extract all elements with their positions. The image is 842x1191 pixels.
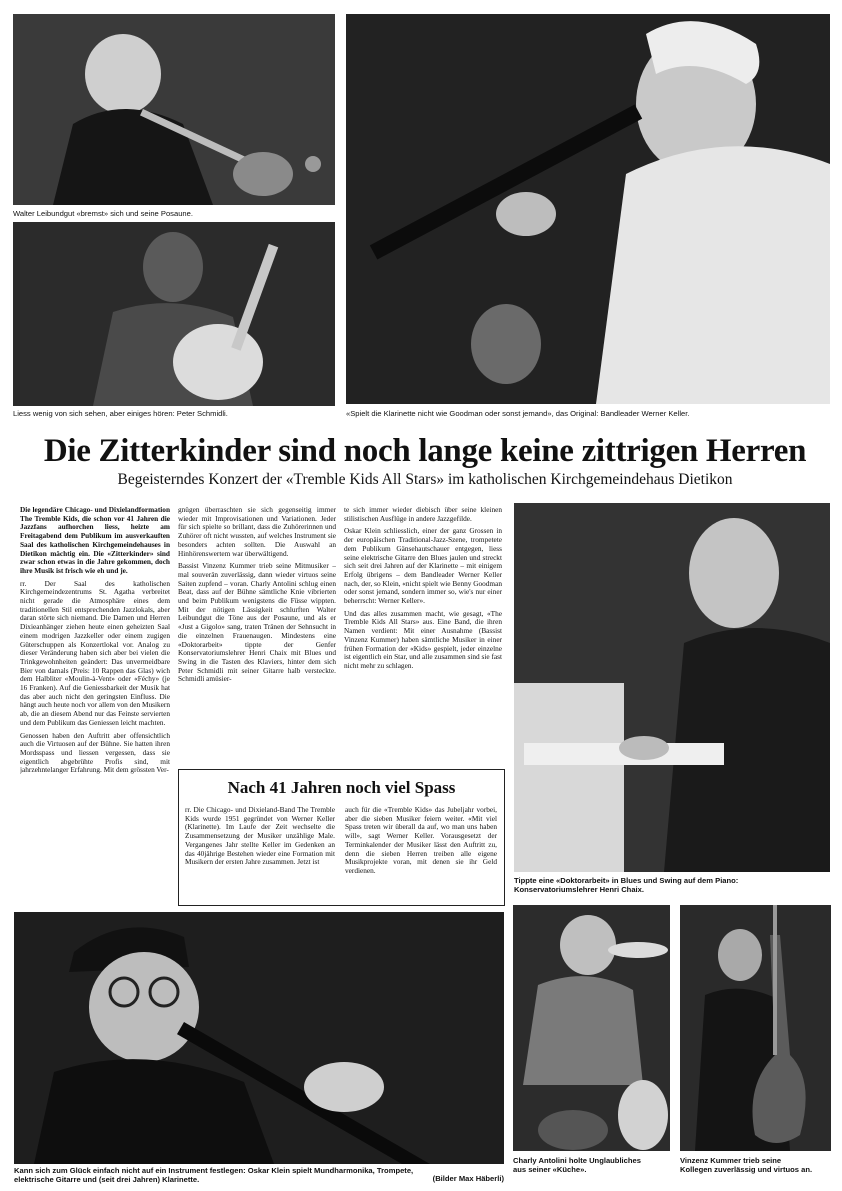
photo-bassist-caption xyxy=(680,1156,835,1174)
article-paragraph: rr. Der Saal des katholischen Kirchgemeindezentrums St. Agatha verbreitet nicht gerade die Atmosphäre eines dem traditionellen Stil entsprechenden Jazzlokals, aber daran störte sich niemand. Die Damen und Herren Dixieanhänger ziehen heute einen geheizten Saal einem modrigen Jazzkeller oder einem zugigen Güterschuppen als Konzertlokal vor. Analog zu dieser Veränderung haben sich aber bei vielen die Trinkgewohnheiten geändert: Das unvermeidbare Bier von damals (Preis: 10 Rappen das Glas) wich dem Halbliter «Moulin-à-Vent» oder «Féchy» (je 16 Franken). Auf die Geniessbarkeit der Musik hat das aber auch nicht den geringsten Einfluss. Die hängt auch heute noch vor allem von den Musikern ab, die an diesem Abend nur das Feinste servierten und dem Publikum das Geniessen leicht machten. xyxy=(20,578,170,727)
photo-multi-instrumentalist xyxy=(14,912,504,1164)
photo-drummer-caption-line2: aus seiner «Küche». xyxy=(513,1165,587,1174)
sidebar-box-column-2: auch für die «Tremble Kids» das Jubeljahr vorbei, aber die sieben Musiker feiern weiter. «Mit viel Spass treten wir überall da auf, wo man uns haben will», sagt Werner Keller. Vorausgesetzt der Terminkalender der Musiker lässt den Auftritt zu, denn die sieben Herren treiben alle eigene Musikprojekte voran, mit denen sie ihr Geld verdienen. xyxy=(345,806,497,875)
article-column-2 xyxy=(178,506,336,764)
article-paragraph: Oskar Klein schliesslich, einer der ganz Grossen in der europäischen Traditional-Jazz-Szene, trompetete dem Publikum Gänsehautschauer entgegen, liess seine elektrische Gitarre den Blues jaulen und streckt sich seit drei Jahren auf der Klarinette – mit einigem Erfolg übrigens – dem Bandleader Werner Keller nach, der, so Klein, «nicht spielt wie Benny Goodman oder sonst jemand, sondern immer so, wie's nur einer beherrscht: Werner Keller». xyxy=(344,526,502,606)
photo-bassist-caption-line2: Kollegen zuverlässig und virtuos an. xyxy=(680,1165,813,1174)
article-paragraph: te sich immer wieder diebisch über seine kleinen stilistischen Ausflüge in andere Jazzgefilde. xyxy=(344,506,502,523)
article-paragraph: Bassist Vinzenz Kummer trieb seine Mitmusiker – mal souverän zuverlässig, dann wieder virtuos seine Saiten zupfend – voran. Charly Antolini schlug einen Beat, dass auf der Bühne sämtliche Knie vibrierten und beim Publikum wenigstens die Füsse wippten. Mit der nötigen Lässigkeit schlurften Walter Leibundgut die Töne aus der Posaune, und als er «Just a Gigolo» sang, traten Tränen der Sehnsucht in die einzelnen Frauenaugen. Mindestens eine «Doktorarbeit» tippte der Genfer Konservatoriumslehrer Henri Chaix mit Blues und Swing in die Tasten des Klaviers, hinter dem sich Peter Schmidli mit seiner Gitarre halb versteckte. Schmidli amüsier- xyxy=(178,561,336,684)
photo-bassist-caption-line1: Vinzenz Kummer trieb seine xyxy=(680,1156,782,1165)
photo-clarinetist-caption: «Spielt die Klarinette nicht wie Goodman oder sonst jemand», das Original: Bandleader Werner Keller. xyxy=(346,409,690,418)
article-lead: Die legendäre Chicago- und Dixielandformation The Tremble Kids, die schon vor 41 Jahren die Jazzfans aufhorchen liess, heizte am Freitagabend dem Publikum im ausverkauften Saal des katholischen Kirchgemeindehauses in Dietikon mächtig ein. Die «Zitterkinder» sind zwar schon etwas in die Jahre gekommen, doch ihre Musik ist frisch wie eh und je. xyxy=(20,506,170,575)
photo-trombonist-caption: Walter Leibundgut «bremst» sich und seine Posaune. xyxy=(13,209,193,218)
sidebar-box-title: Nach 41 Jahren noch viel Spass xyxy=(227,778,456,797)
photo-pianist-caption-line2: Konservatoriumslehrer Henri Chaix. xyxy=(514,885,644,894)
article-subhead: Begeisterndes Konzert der «Tremble Kids All Stars» im katholischen Kirchgemeindehaus Dietikon xyxy=(117,471,733,488)
photo-drummer-caption xyxy=(513,1156,673,1174)
photo-pianist xyxy=(514,503,830,872)
photo-bassist xyxy=(680,905,831,1151)
photo-drummer xyxy=(513,905,670,1151)
photo-guitarist xyxy=(13,222,335,406)
photo-trombonist xyxy=(13,14,335,205)
sidebar-box xyxy=(178,769,505,906)
photo-guitarist-caption: Liess wenig von sich sehen, aber einiges hören: Peter Schmidli. xyxy=(13,409,228,418)
article-headline: Die Zitterkinder sind noch lange keine zittrigen Herren xyxy=(43,433,807,469)
photo-pianist-caption xyxy=(514,876,830,894)
photo-multi-instrumentalist-caption-line2: elektrische Gitarre und (seit drei Jahren) Klarinette. xyxy=(14,1175,200,1184)
article-paragraph: Genossen haben den Auftritt aber offensichtlich auch die Virtuosen auf der Bühne. Sie hatten ihren Mordsspass und liessen vergessen, dass sie eigentlich abgebrühte Profis sind, mit jahrzehntelanger Erfahrung. Mit dem grössten Ver- xyxy=(20,730,170,775)
photo-pianist-caption-line1: Tippte eine «Doktorarbeit» in Blues und Swing auf dem Piano: xyxy=(514,876,739,885)
photo-drummer-caption-line1: Charly Antolini holte Unglaubliches xyxy=(513,1156,641,1165)
article-paragraph: gnügen überraschten sie sich gegenseitig immer wieder mit Improvisationen und Variationen. Jeder für sich spielte so brillant, dass die Zuhörerinnen und Zuhörer oft nicht wussten, auf welches Instrument sie besonders achten sollten. Die Auswahl an Hinhörenswertem war überwältigend. xyxy=(178,506,336,558)
article-paragraph: Und das alles zusammen macht, wie gesagt, «The Tremble Kids All Stars» aus. Eine Band, die ihren Namen verdient: Mit einer Ausnahme (Bassist Vinzenz Kummer) haben sämtliche Musiker in einer frühen Formation der «Kids» gespielt, jeder einzelne ist eigentlich ein Star, und alle zusammen sind sie fast nicht mehr zu schlagen. xyxy=(344,608,502,670)
photo-clarinetist xyxy=(346,14,830,404)
article-column-3 xyxy=(344,506,502,764)
photo-credit: (Bilder Max Häberli) xyxy=(432,1174,504,1183)
sidebar-box-column-1: rr. Die Chicago- und Dixieland-Band The Tremble Kids wurde 1951 gegründet von Werner Keller (Klarinette). Im Laufe der Zeit wechselte die Zusammensetzung der Musiker unzählige Male. Vergangenes Jahr stellte Keller im Gedenken an das 40jährige Bestehen wieder eine Formation mit Musikern der ersten Jahre zusammen. Jetzt ist xyxy=(185,806,335,867)
article-column-1 xyxy=(20,506,170,906)
photo-multi-instrumentalist-caption-line1: Kann sich zum Glück einfach nicht auf ein Instrument festlegen: Oskar Klein spielt Mundharmonika, Trompete, xyxy=(14,1166,414,1175)
